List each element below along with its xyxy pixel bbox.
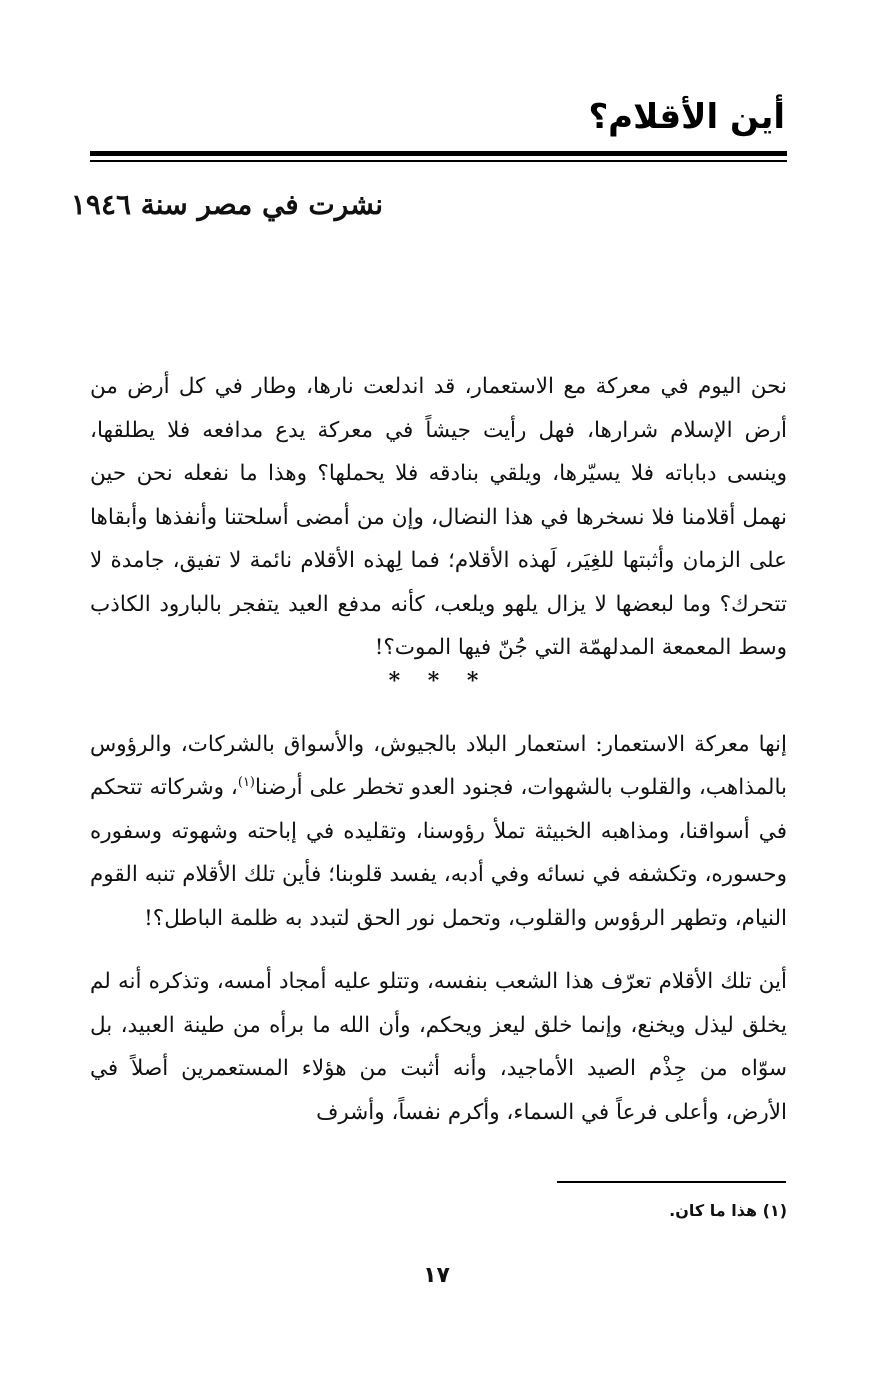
title-rule-thick	[90, 151, 787, 156]
footnote-reference[interactable]: (١)	[237, 774, 255, 790]
paragraph-3: أين تلك الأقلام تعرّف هذا الشعب بنفسه، وتتلو عليه أمجاد أمسه، وتذكره أنه لم يخلق ليذل ويخنع، وإنما خلق ليعز ويحكم، وأن الله ما برأه من طينة العبيد، بل سوّاه من جِذْم الصيد الأماجيد، وأنه أثبت من هؤلاء المستعمرين أصلاً في الأرض، وأعلى فرعاً في السماء، وأكرم نفساً، وأشرف	[90, 969, 787, 1125]
footnote-divider	[557, 1181, 786, 1183]
paragraph-2-part-1: إنها معركة الاستعمار: استعمار البلاد بالجيوش، والأسواق بالشركات، والرؤوس بالمذاهب، والقلوب بالشهوات، فجنود العدو تخطر على أرضنا	[90, 731, 787, 800]
page-number: ١٧	[423, 1263, 450, 1288]
paragraph-1: نحن اليوم في معركة مع الاستعمار، قد اندلعت نارها، وطار في كل أرض من أرض الإسلام شرارها، فهل رأيت جيشاً في معركة يدع مدافعه فلا يطلقها، وينسى دباباته فلا يسيّرها، ويلقي بنادقه فلا يحملها؟ وهذا ما نفعله نحن حين نهمل أقلامنا فلا نسخرها في هذا النضال، وإن من أمضى أسلحتنا وأنفذها وأبقاها على الزمان وأثبتها للغِيَر، لَهذه الأقلام؛ فما لِهذه الأقلام نائمة لا تفيق، جامدة لا تتحرك؟ وما لبعضها لا يزال يلهو ويلعب، كأنه مدفع العيد يتفجر بالبارود الكاذب وسط المعمعة المدلهمّة التي جُنّ فيها الموت؟!	[90, 374, 787, 660]
paragraph-2-part-2: ، وشركاته تتحكم في أسواقنا، ومذاهبه الخبيثة تملأ رؤوسنا، وتقليده في إباحته وشهوته وسفوره وحسوره، وتكشفه في نسائه وفي أدبه، يفسد قلوبنا؛ فأين تلك الأقلام تنبه القوم النيام، وتطهر الرؤوس والقلوب، وتحمل نور الحق لتبدد به ظلمة الباطل؟!	[90, 775, 787, 931]
title-rule-thin	[90, 160, 787, 162]
publication-note: نشرت في مصر سنة ١٩٤٦	[70, 188, 383, 221]
paragraph-2	[90, 723, 787, 941]
footnote: (١) هذا ما كان.	[669, 1201, 787, 1220]
chapter-body	[90, 365, 787, 1134]
section-separator: * * *	[388, 667, 489, 694]
chapter-title: أين الأقلام؟	[588, 97, 785, 137]
